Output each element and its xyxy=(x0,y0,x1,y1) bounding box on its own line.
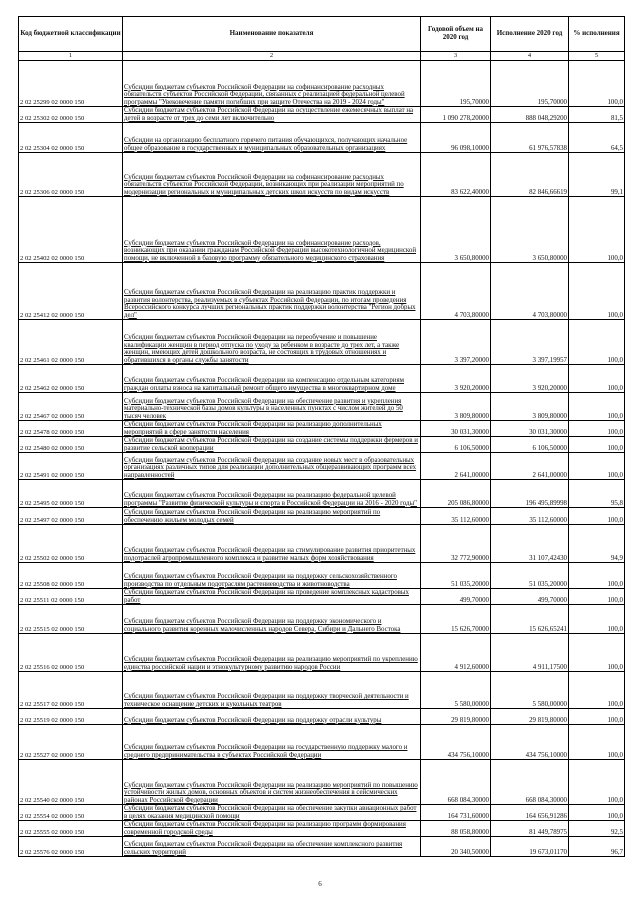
row-exec: 3 809,80000 xyxy=(491,393,569,421)
row-exec: 5 580,00000 xyxy=(491,672,569,709)
table-row xyxy=(19,821,625,837)
row-code: 2 02 25555 02 0000 150 xyxy=(19,821,123,837)
table-row xyxy=(19,480,625,508)
row-name-text: Субсидии на организацию бесплатного горячего питания обучающихся, получающих начальное общее образование в государственных и муниципальных образовательных организациях xyxy=(124,137,408,152)
row-plan: 1 090 278,20000 xyxy=(421,107,491,123)
row-code: 2 02 25302 02 0000 150 xyxy=(19,107,123,123)
row-exec: 3 650,80000 xyxy=(491,197,569,263)
header-plan: Годовой объем на 2020 год xyxy=(421,17,491,52)
row-name-text: Субсидии бюджетам субъектов Российской Федерации на реализацию мероприятий по укреплению единства российской нации и этнокультурному развитию народов России xyxy=(124,656,418,671)
row-name-text: Субсидии бюджетам субъектов Российской Федерации на переобучение и повышение квалификации женщин в период отпуска по уходу за ребенком в возрасте до трех лет, а также женщин, имеющих детей дошкольного возраста, не состоящих в трудовых отношениях и обратившихся в органы службы занятости xyxy=(124,334,400,364)
row-name-text: Субсидии бюджетам субъектов Российской Федерации на софинансирование расходных обязательств субъектов Российской Федерации, связанных с реализацией федеральной целевой программы "Увековечение памяти погибших при защите Отечества на 2019 - 2024 годы" xyxy=(124,83,405,106)
row-plan: 29 819,80000 xyxy=(421,709,491,725)
row-plan: 3 397,20000 xyxy=(421,320,491,365)
row-code: 2 02 25519 02 0000 150 xyxy=(19,709,123,725)
row-pct: 81,5 xyxy=(569,107,625,123)
row-plan: 4 912,60000 xyxy=(421,634,491,672)
row-pct: 100,0 xyxy=(569,197,625,263)
row-code: 2 02 25491 02 0000 150 xyxy=(19,453,123,480)
row-exec: 196 495,89998 xyxy=(491,480,569,508)
row-code: 2 02 25412 02 0000 150 xyxy=(19,263,123,320)
row-code: 2 02 25497 02 0000 150 xyxy=(19,508,123,525)
row-exec: 6 106,50000 xyxy=(491,437,569,453)
row-name xyxy=(123,821,421,837)
row-plan: 205 086,80000 xyxy=(421,480,491,508)
row-code: 2 02 25516 02 0000 150 xyxy=(19,634,123,672)
row-code: 2 02 25467 02 0000 150 xyxy=(19,393,123,421)
row-name xyxy=(123,525,421,563)
table-row xyxy=(19,672,625,709)
row-pct: 99,1 xyxy=(569,153,625,197)
row-name-text: Субсидии бюджетам субъектов Российской Федерации на осуществление ежемесячных выплат на детей в возрасте от трех до семи лет включительно xyxy=(124,107,414,122)
row-name-text: Субсидии бюджетам субъектов Российской Федерации на реализацию дополнительных мероприятий в сфере занятости населения xyxy=(124,421,382,436)
row-code: 2 02 25508 02 0000 150 xyxy=(19,563,123,589)
row-name-text: Субсидии бюджетам субъектов Российской Федерации на обеспечение закупки авиационных работ в целях оказания медицинской помощи xyxy=(124,805,417,820)
row-pct: 100,0 xyxy=(569,508,625,525)
row-pct: 96,7 xyxy=(569,837,625,857)
table-row xyxy=(19,365,625,393)
row-name-text: Субсидии бюджетам субъектов Российской Федерации на проведение комплексных кадастровых работ xyxy=(124,589,409,604)
row-name xyxy=(123,421,421,437)
column-number: 5 xyxy=(569,52,625,61)
row-pct: 100,0 xyxy=(569,263,625,320)
row-name-text: Субсидии бюджетам субъектов Российской Федерации на реализацию мероприятий по повышению устойчивости жилых домов, основных объектов и систем жизнеобеспечения в сейсмических районах Российской Федерации xyxy=(124,781,418,804)
row-plan: 668 084,30000 xyxy=(421,760,491,805)
row-name-text: Субсидии бюджетам субъектов Российской Федерации на стимулирование развития приоритетных подотраслей агропромышленного комплекса и развитие малых форм хозяйствования xyxy=(124,547,416,562)
row-exec: 3 920,20000 xyxy=(491,365,569,393)
row-name-text: Субсидии бюджетам субъектов Российской Федерации на софинансирование расходных обязательств субъектов Российской Федерации, возникающих при реализации мероприятий по модернизации региональных и муниципальных детских школ искусств по видам искусств xyxy=(124,173,404,196)
row-pct: 100,0 xyxy=(569,725,625,760)
row-name xyxy=(123,437,421,453)
row-exec: 3 397,19957 xyxy=(491,320,569,365)
row-code: 2 02 25462 02 0000 150 xyxy=(19,365,123,393)
row-name-text: Субсидии бюджетам субъектов Российской Федерации на софинансирование расходов, возникающих при оказании гражданам Российской Федерации высокотехнологичной медицинской помощи, не включенной в базовую программу обязательного медицинского страхования xyxy=(124,239,417,262)
row-name xyxy=(123,123,421,153)
table-row xyxy=(19,725,625,760)
budget-table xyxy=(18,16,625,857)
row-exec: 29 819,80000 xyxy=(491,709,569,725)
row-code: 2 02 25306 02 0000 150 xyxy=(19,153,123,197)
row-code: 2 02 25304 02 0000 150 xyxy=(19,123,123,153)
row-plan: 4 703,80000 xyxy=(421,263,491,320)
row-exec: 31 107,42430 xyxy=(491,525,569,563)
table-row xyxy=(19,123,625,153)
row-pct: 100,0 xyxy=(569,437,625,453)
row-exec: 35 112,60000 xyxy=(491,508,569,525)
row-plan: 15 626,70000 xyxy=(421,605,491,634)
row-exec: 51 035,20000 xyxy=(491,563,569,589)
row-name-text: Субсидии бюджетам субъектов Российской Федерации на поддержку экономического и социального развития коренных малочисленных народов Севера, Сибири и Дальнего Востока xyxy=(124,618,401,633)
row-name xyxy=(123,393,421,421)
row-exec: 81 449,78975 xyxy=(491,821,569,837)
table-row xyxy=(19,563,625,589)
row-code: 2 02 25495 02 0000 150 xyxy=(19,480,123,508)
page-number: 6 xyxy=(318,880,322,888)
row-name-text: Субсидии бюджетам субъектов Российской Федерации на реализацию мероприятий по обеспечению жильем молодых семей xyxy=(124,509,381,524)
row-name-text: Субсидии бюджетам субъектов Российской Федерации на компенсацию отдельным категориям граждан оплаты взноса на капитальный ремонт общего имущества в многоквартирном доме xyxy=(124,377,405,392)
row-name xyxy=(123,197,421,263)
header-pct: % исполнения xyxy=(569,17,625,52)
table-row xyxy=(19,107,625,123)
row-exec: 668 084,30000 xyxy=(491,760,569,805)
row-code: 2 02 25515 02 0000 150 xyxy=(19,605,123,634)
row-name-text: Субсидии бюджетам субъектов Российской Федерации на обеспечение комплексного развития сельских территорий xyxy=(124,841,403,856)
table-row xyxy=(19,525,625,563)
header-exec: Исполнение 2020 год xyxy=(491,17,569,52)
column-number: 1 xyxy=(19,52,123,61)
table-row xyxy=(19,263,625,320)
row-name xyxy=(123,563,421,589)
row-name-text: Субсидии бюджетам субъектов Российской Федерации на реализацию программ формирования современной городской среды xyxy=(124,821,406,836)
row-name-text: Субсидии бюджетам субъектов Российской Федерации на поддержку творческой деятельности и техническое оснащение детских и кукольных театров xyxy=(124,693,409,708)
row-pct: 100,0 xyxy=(569,605,625,634)
row-exec: 888 048,29200 xyxy=(491,107,569,123)
row-name-text: Субсидии бюджетам субъектов Российской Федерации на реализацию практик поддержки и развития волонтерства, реализуемых в субъектах Российской Федерации, по итогам проведения Всероссийского конкурса лучших региональных практик поддержки волонтерства "Регион добрых дел" xyxy=(124,289,416,319)
column-number: 3 xyxy=(421,52,491,61)
row-exec: 4 911,17500 xyxy=(491,634,569,672)
row-plan: 6 106,50000 xyxy=(421,437,491,453)
row-pct: 100,0 xyxy=(569,709,625,725)
row-pct: 100,0 xyxy=(569,672,625,709)
row-pct: 64,5 xyxy=(569,123,625,153)
row-name-text: Субсидии бюджетам субъектов Российской Федерации на обеспечение развития и укрепления материально-технической базы домов культуры в населенных пунктах с числом жителей до 50 тысяч человек xyxy=(124,397,403,420)
row-name-text: Субсидии бюджетам субъектов Российской Федерации на создание системы поддержки фермеров и развитие сельской кооперации xyxy=(124,437,418,452)
row-name xyxy=(123,480,421,508)
row-plan: 20 340,50000 xyxy=(421,837,491,857)
row-code: 2 02 25554 02 0000 150 xyxy=(19,805,123,821)
row-plan: 195,70000 xyxy=(421,61,491,107)
row-exec: 4 703,80000 xyxy=(491,263,569,320)
row-exec: 82 846,66619 xyxy=(491,153,569,197)
table-row xyxy=(19,453,625,480)
row-code: 2 02 25461 02 0000 150 xyxy=(19,320,123,365)
row-name xyxy=(123,634,421,672)
row-plan: 3 650,80000 xyxy=(421,197,491,263)
row-name xyxy=(123,672,421,709)
table-row xyxy=(19,709,625,725)
header-code: Код бюджетной классификации xyxy=(19,17,123,52)
header-name: Наименование показателя xyxy=(123,17,421,52)
column-number: 4 xyxy=(491,52,569,61)
table-row xyxy=(19,393,625,421)
column-number-row xyxy=(19,52,625,61)
row-plan: 51 035,20000 xyxy=(421,563,491,589)
row-plan: 164 731,60000 xyxy=(421,805,491,821)
row-name xyxy=(123,61,421,107)
row-name xyxy=(123,589,421,605)
row-plan: 434 756,10000 xyxy=(421,725,491,760)
row-code: 2 02 25511 02 0000 150 xyxy=(19,589,123,605)
row-name-text: Субсидии бюджетам субъектов Российской Федерации на государственную поддержку малого и среднего предпринимательства в субъектах Российской Федерации xyxy=(124,744,408,759)
row-name xyxy=(123,805,421,821)
table-row xyxy=(19,61,625,107)
row-pct: 100,0 xyxy=(569,589,625,605)
row-code: 2 02 25576 02 0000 150 xyxy=(19,837,123,857)
row-pct: 92,5 xyxy=(569,821,625,837)
row-exec: 19 673,01170 xyxy=(491,837,569,857)
row-plan: 3 920,20000 xyxy=(421,365,491,393)
row-code: 2 02 25527 02 0000 150 xyxy=(19,725,123,760)
row-exec: 15 626,65241 xyxy=(491,605,569,634)
row-plan: 88 058,80000 xyxy=(421,821,491,837)
table-row xyxy=(19,320,625,365)
row-pct: 100,0 xyxy=(569,365,625,393)
row-name xyxy=(123,605,421,634)
row-code: 2 02 25517 02 0000 150 xyxy=(19,672,123,709)
table-row xyxy=(19,589,625,605)
row-plan: 35 112,60000 xyxy=(421,508,491,525)
row-name xyxy=(123,453,421,480)
row-code: 2 02 25480 02 0000 150 xyxy=(19,437,123,453)
table-row xyxy=(19,837,625,857)
row-name xyxy=(123,263,421,320)
header-row xyxy=(19,17,625,52)
row-name xyxy=(123,107,421,123)
row-pct: 100,0 xyxy=(569,61,625,107)
row-name-text: Субсидии бюджетам субъектов Российской Федерации на поддержку отрасли культуры xyxy=(124,716,382,724)
row-name xyxy=(123,760,421,805)
row-name-text: Субсидии бюджетам субъектов Российской Федерации на поддержку сельскохозяйственного производства по отдельным подотраслям растениеводства и животноводства xyxy=(124,573,397,588)
row-exec: 2 641,00000 xyxy=(491,453,569,480)
row-name-text: Субсидии бюджетам субъектов Российской Федерации на создание новых мест в образовательных организациях различных типов для реализации дополнительных общеразвивающих программ всех направленностей xyxy=(124,456,417,479)
row-plan: 83 622,40000 xyxy=(421,153,491,197)
row-pct: 100,0 xyxy=(569,393,625,421)
column-number: 2 xyxy=(123,52,421,61)
row-code: 2 02 25299 02 0000 150 xyxy=(19,61,123,107)
table-body xyxy=(19,61,625,857)
row-name-text: Субсидии бюджетам субъектов Российской Федерации на реализацию федеральной целевой программы "Развитие физической культуры и спорта в Российской Федерации на 2016 - 2020 годы" xyxy=(124,492,417,507)
row-pct: 100,0 xyxy=(569,320,625,365)
row-exec: 164 656,91286 xyxy=(491,805,569,821)
table-row xyxy=(19,437,625,453)
table-row xyxy=(19,197,625,263)
row-exec: 434 756,10000 xyxy=(491,725,569,760)
table-row xyxy=(19,605,625,634)
row-name xyxy=(123,508,421,525)
row-pct: 100,0 xyxy=(569,805,625,821)
row-plan: 5 580,00000 xyxy=(421,672,491,709)
row-exec: 499,70000 xyxy=(491,589,569,605)
row-plan: 32 772,90000 xyxy=(421,525,491,563)
row-pct: 100,0 xyxy=(569,453,625,480)
row-plan: 30 031,30000 xyxy=(421,421,491,437)
row-exec: 30 031,30000 xyxy=(491,421,569,437)
table-row xyxy=(19,421,625,437)
row-pct: 100,0 xyxy=(569,760,625,805)
table-row xyxy=(19,634,625,672)
row-code: 2 02 25540 02 0000 150 xyxy=(19,760,123,805)
row-code: 2 02 25402 02 0000 150 xyxy=(19,197,123,263)
row-pct: 100,0 xyxy=(569,563,625,589)
table-row xyxy=(19,153,625,197)
row-plan: 96 098,10000 xyxy=(421,123,491,153)
row-code: 2 02 25502 02 0000 150 xyxy=(19,525,123,563)
row-plan: 499,70000 xyxy=(421,589,491,605)
table-row xyxy=(19,760,625,805)
row-pct: 94,9 xyxy=(569,525,625,563)
row-pct: 95,8 xyxy=(569,480,625,508)
row-name xyxy=(123,320,421,365)
row-name xyxy=(123,725,421,760)
row-exec: 61 976,57838 xyxy=(491,123,569,153)
row-name xyxy=(123,365,421,393)
table-row xyxy=(19,805,625,821)
row-exec: 195,70000 xyxy=(491,61,569,107)
row-pct: 100,0 xyxy=(569,421,625,437)
row-name xyxy=(123,709,421,725)
row-plan: 3 809,80000 xyxy=(421,393,491,421)
row-plan: 2 641,00000 xyxy=(421,453,491,480)
row-name xyxy=(123,837,421,857)
row-name xyxy=(123,153,421,197)
table-row xyxy=(19,508,625,525)
row-pct: 100,0 xyxy=(569,634,625,672)
row-code: 2 02 25478 02 0000 150 xyxy=(19,421,123,437)
